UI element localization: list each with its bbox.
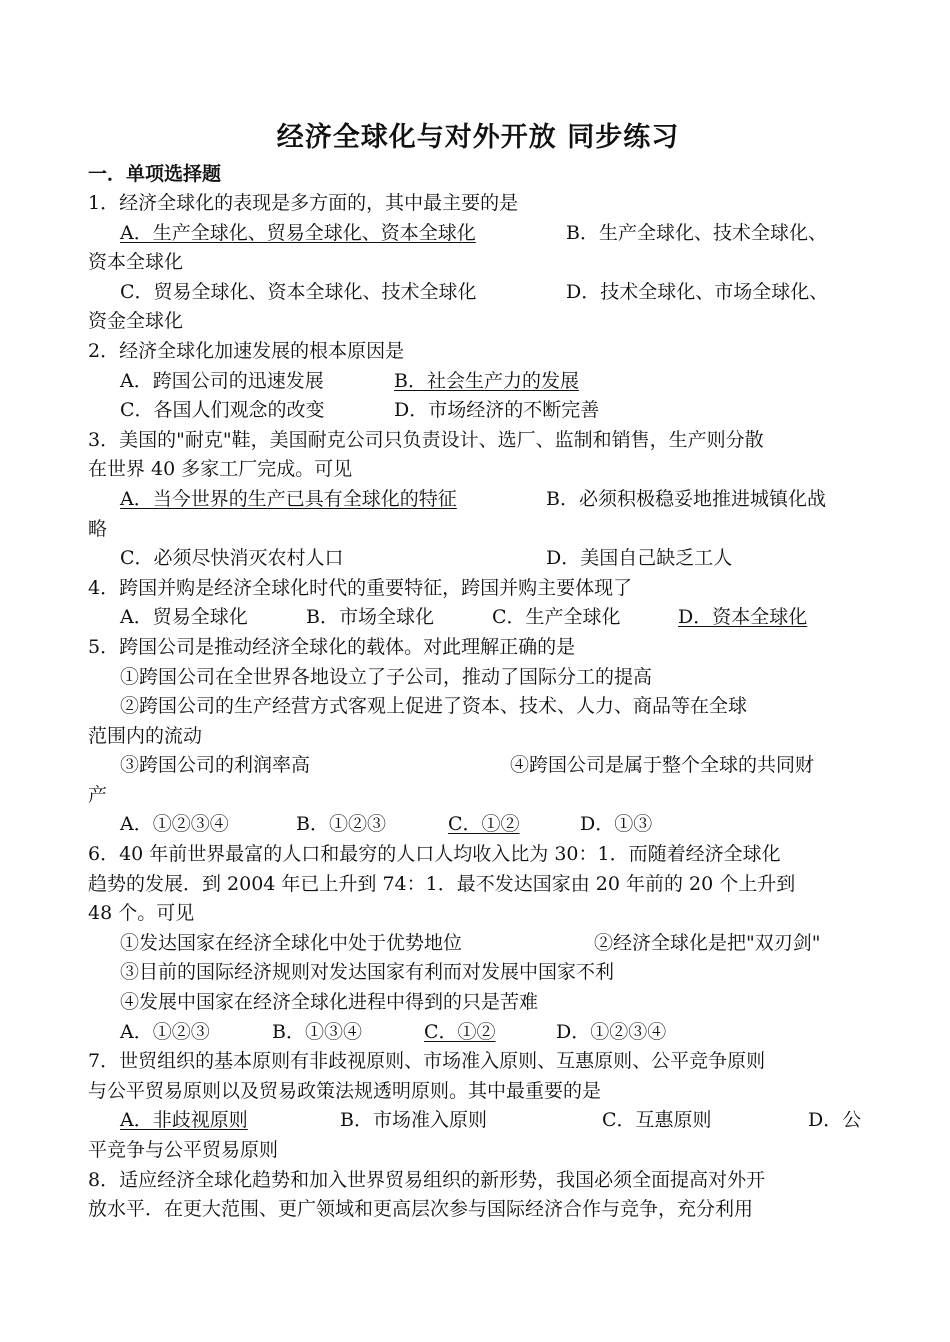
question-6-statements-1-2 [88, 929, 868, 959]
question-6-option-b: B．①③④ [272, 1020, 362, 1043]
question-4-stem: 4．跨国并购是经济全球化时代的重要特征，跨国并购主要体现了 [88, 576, 633, 599]
question-6-option-c: C．①② [424, 1020, 496, 1043]
question-6-option-a: A．①②③ [120, 1020, 210, 1043]
question-7-stem-line1: 7．世贸组织的基本原则有非歧视原则、市场准入原则、互惠原则、公平竞争原则 [88, 1050, 766, 1073]
question-5-option-a: A．①②③④ [120, 813, 229, 836]
question-3-option-c: C．必须尽快消灭农村人口 [120, 547, 344, 570]
question-6-stem-line3: 48 个。可见 [88, 902, 195, 925]
question-6-stem-line2: 趋势的发展．到 2004 年已上升到 74：1．最不发达国家由 20 年前的 20 个上升到 [88, 872, 796, 895]
question-6-statement-3: ③目前的国际经济规则对发达国家有利而对发展中国家不利 [120, 961, 615, 984]
question-5-statement-4: ④跨国公司是属于整个全球的共同财 [510, 754, 815, 777]
question-6-statement-2: ②经济全球化是把"双刃剑" [594, 931, 821, 954]
question-6-options [88, 1018, 868, 1048]
question-8-stem-line2: 放水平．在更大范围、更广领域和更高层次参与国际经济合作与竞争，充分利用 [88, 1198, 754, 1221]
question-1-option-d: D．技术全球化、市场全球化、 [566, 280, 829, 303]
question-2-options-row1 [88, 367, 868, 397]
question-6-statement-4: ④发展中国家在经济全球化进程中得到的只是苦难 [120, 991, 539, 1014]
section-heading: 一．单项选择题 [88, 163, 222, 185]
question-5-stem: 5．跨国公司是推动经济全球化的载体。对此理解正确的是 [88, 635, 576, 658]
question-1-options-row2 [88, 278, 868, 308]
question-4-option-b: B．市场全球化 [306, 606, 434, 629]
question-5-statement-2: ②跨国公司的生产经营方式客观上促进了资本、技术、人力、商品等在全球 [120, 695, 748, 718]
question-4-options [88, 603, 868, 633]
question-6-stem-line1: 6．40 年前世界最富的人口和最穷的人口人均收入比为 30：1．而随着经济全球化 [88, 843, 781, 866]
question-5-option-b: B．①②③ [296, 813, 386, 836]
question-3-options-row2 [88, 544, 868, 574]
question-3-stem-line2: 在世界 40 多家工厂完成。可见 [88, 458, 353, 481]
question-7-option-a: A．非歧视原则 [120, 1109, 248, 1132]
question-8-stem-line1: 8．适应经济全球化趋势和加入世界贸易组织的新形势，我国必须全面提高对外开 [88, 1168, 766, 1191]
question-3-option-d: D．美国自己缺乏工人 [546, 547, 733, 570]
question-5-options [88, 810, 868, 840]
document-page [88, 118, 868, 1225]
question-1-option-c: C．贸易全球化、资本全球化、技术全球化 [120, 280, 477, 303]
question-7-stem-line2: 与公平贸易原则以及贸易政策法规透明原则。其中最重要的是 [88, 1079, 602, 1102]
question-5-statement-3: ③跨国公司的利润率高 [120, 754, 311, 777]
question-4-option-d: D．资本全球化 [678, 606, 808, 629]
question-2-options-row2 [88, 396, 868, 426]
question-3-stem-line1: 3．美国的"耐克"鞋，美国耐克公司只负责设计、选厂、监制和销售，生产则分散 [88, 428, 764, 451]
question-7-option-d-cont: 平竞争与公平贸易原则 [88, 1139, 279, 1161]
question-1-options-row1 [88, 219, 868, 249]
question-1-stem: 1．经济全球化的表现是多方面的，其中最主要的是 [88, 192, 519, 214]
question-3-option-b-cont: 略 [88, 517, 108, 540]
question-5-option-c: C．①② [448, 813, 520, 836]
question-2-stem: 2．经济全球化加速发展的根本原因是 [88, 339, 405, 362]
question-7-options [88, 1106, 868, 1136]
question-1-option-a: A．生产全球化、贸易全球化、资本全球化 [120, 221, 476, 244]
question-6-option-d: D．①②③④ [556, 1020, 667, 1043]
question-7-option-b: B．市场准入原则 [340, 1109, 487, 1132]
question-3-options-row1 [88, 485, 868, 515]
page-title: 经济全球化与对外开放 同步练习 [276, 122, 680, 153]
question-5-statement-1: ①跨国公司在全世界各地设立了子公司，推动了国际分工的提高 [120, 665, 653, 688]
question-2-option-c: C．各国人们观念的改变 [120, 399, 325, 422]
question-5-statement-2-cont: 范围内的流动 [88, 724, 203, 747]
question-5-option-d: D．①③ [580, 813, 653, 836]
question-1-option-d-cont: 资金全球化 [88, 310, 184, 333]
question-6-statement-1: ①发达国家在经济全球化中处于优势地位 [120, 931, 463, 954]
question-5-statement-4-cont: 产 [88, 783, 108, 806]
question-3-option-b: B．必须积极稳妥地推进城镇化战 [546, 487, 826, 510]
question-2-option-d: D．市场经济的不断完善 [394, 399, 600, 422]
question-2-option-a: A．跨国公司的迅速发展 [120, 369, 324, 392]
question-4-option-a: A．贸易全球化 [120, 606, 248, 629]
question-5-statements-3-4 [88, 751, 868, 781]
question-4-option-c: C．生产全球化 [492, 606, 621, 629]
question-1-option-b-cont: 资本全球化 [88, 251, 184, 274]
question-3-option-a: A．当今世界的生产已具有全球化的特征 [120, 487, 457, 510]
question-7-option-d: D．公 [808, 1109, 862, 1132]
question-1-option-b: B．生产全球化、技术全球化、 [566, 221, 827, 244]
question-7-option-c: C．互惠原则 [602, 1109, 712, 1132]
question-2-option-b: B．社会生产力的发展 [394, 369, 579, 392]
